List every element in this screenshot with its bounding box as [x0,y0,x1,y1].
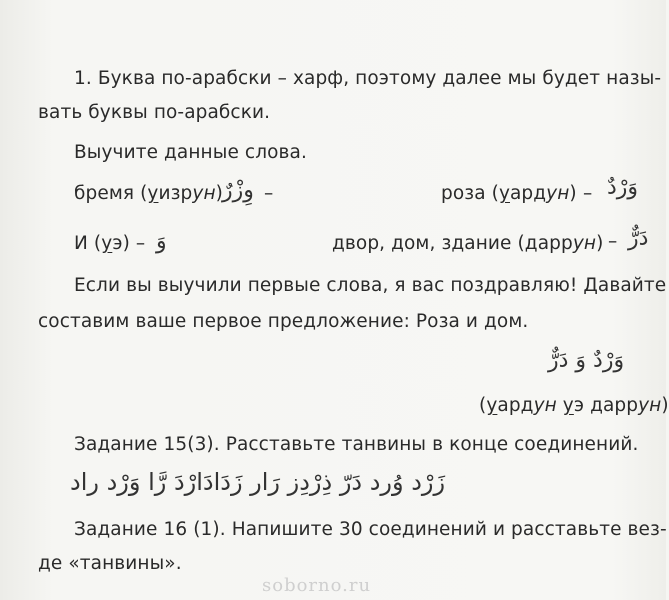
word-burden-arabic: وِزْرٌ [222,178,254,203]
word-and-arabic: وَ [156,229,167,254]
translit-u1: у [486,395,498,416]
word-burden [74,183,223,204]
word-house-arabic: دَرٌّ [628,226,649,251]
translit-b: э дарр [573,395,639,416]
word-house [332,233,603,254]
word-rose-underlined: у [498,183,510,204]
watermark: soborno.ru [262,575,372,596]
word-house-close: ) [596,233,604,254]
word-house-italic: ун [572,233,597,254]
word-burden-dash: – [264,183,274,204]
task-16-line-2: де «танвины». [38,553,182,574]
task-16-line-1: Задание 16 (1). Напишите 30 соединений и расставьте вез- [74,519,667,540]
task-15-heading: Задание 15(3). Расставьте танвины в конце соединений. [74,434,639,455]
word-and [74,233,145,254]
word-burden-close: ) [215,183,223,204]
word-burden-mid: изр [158,183,193,204]
learn-words-heading: Выучите данные слова. [74,142,307,163]
word-rose-close: ) [569,183,577,204]
translit-open: ( [479,395,487,416]
word-burden-prefix: бремя ( [74,183,148,204]
word-and-mid: э) – [112,233,146,254]
word-rose-italic: ун [546,183,570,204]
word-rose-prefix: роза ( [441,183,499,204]
word-rose-mid: ард [510,183,547,204]
word-rose-dash: – [583,183,593,204]
task-15-arabic-words: زَرْد وُرد دَرّ ذِرْدِز رَار زَدَادَارْدَ رَّا وَرْد راد [70,468,446,496]
translit-i2: ун [638,395,662,416]
paragraph-1-line-2: вать буквы по-арабски. [38,102,271,123]
translit-close: ) [661,395,669,416]
word-and-prefix: И ( [74,233,102,254]
translit-i1: ун [533,395,557,416]
translit-a: ард [497,395,534,416]
translit-u2: у [562,395,574,416]
word-rose-arabic: وَرْدٌ [607,175,639,200]
paragraph-1-line-1: 1. Буква по-арабски – харф, поэтому далее мы будет назы- [74,68,662,89]
word-burden-italic: ун [192,183,216,204]
congrats-line-2: составим ваше первое предложение: Роза и дом. [38,311,529,332]
word-house-prefix: двор, дом, здание (дарр [332,233,573,254]
word-house-dash: – [608,231,618,252]
sentence-arabic: وَرْدٌ وَ دَرٌّ [548,348,625,373]
word-burden-underlined: у [147,183,159,204]
word-rose [441,183,577,204]
congrats-line-1: Если вы выучили первые слова, я вас поздравляю! Давайте [74,275,667,296]
word-and-underlined: у [101,233,113,254]
sentence-transliteration [479,395,669,416]
